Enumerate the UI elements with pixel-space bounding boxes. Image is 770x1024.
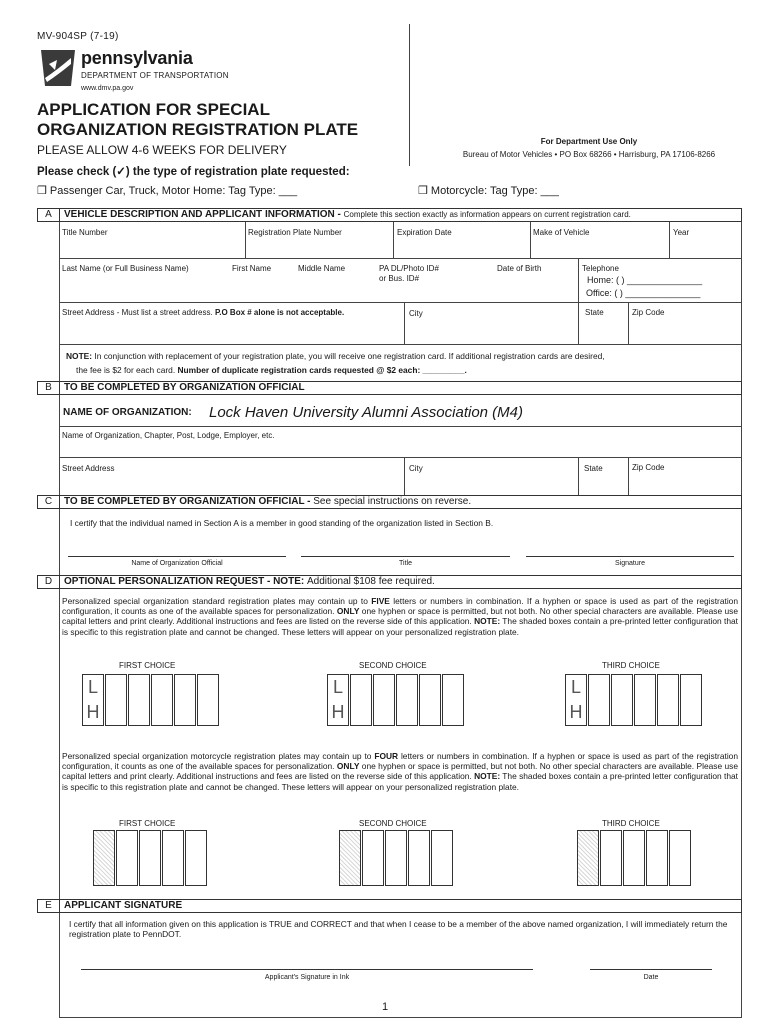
logo-dept: DEPARTMENT OF TRANSPORTATION: [81, 71, 229, 80]
org-zip-field[interactable]: Zip Code: [632, 463, 665, 472]
section-a-note-line2: [76, 365, 736, 375]
section-letter: C: [38, 496, 60, 508]
prefix-letter: H: [331, 702, 345, 722]
official-signature-label: Signature: [615, 560, 645, 567]
std-third-choice-boxes[interactable]: [565, 674, 703, 726]
moto-third-choice-boxes[interactable]: [577, 830, 692, 886]
state-field[interactable]: State: [585, 308, 604, 317]
street-address-field[interactable]: [62, 308, 344, 318]
motorcycle-option-checkbox[interactable]: ❒ Motorcycle: Tag Type: ___: [418, 185, 559, 197]
prefix-letter: L: [87, 677, 98, 697]
char-box[interactable]: [116, 830, 138, 886]
prefix-letter: H: [569, 702, 583, 722]
org-state-field[interactable]: State: [584, 464, 603, 473]
section-a-title: VEHICLE DESCRIPTION AND APPLICANT INFORMATION -: [64, 209, 344, 220]
zip-field[interactable]: Zip Code: [632, 308, 665, 317]
street-label-bold: P.O Box # alone is not acceptable.: [214, 308, 345, 317]
prefix-letter: L: [332, 677, 343, 697]
char-box[interactable]: [623, 830, 645, 886]
middle-name-field[interactable]: Middle Name: [298, 264, 346, 273]
bus-id-label: or Bus. ID#: [379, 274, 420, 283]
section-a-subtitle: Complete this section exactly as information appears on current registration card.: [343, 210, 631, 219]
note-fee: the fee is $2 for each card.: [76, 365, 178, 375]
std-second-choice-label: SECOND CHOICE: [359, 661, 427, 670]
char-box[interactable]: [362, 830, 384, 886]
section-e-title: APPLICANT SIGNATURE: [64, 900, 183, 911]
section-e-certify: I certify that all information given on this application is TRUE and CORRECT and that when I cease to be a member of the above named organization, I will immediately return the registration plate to PennDOT.: [69, 919, 728, 940]
last-name-field[interactable]: Last Name (or Full Business Name): [62, 264, 189, 273]
note-label: NOTE:: [66, 351, 93, 361]
prefix-box: [82, 674, 104, 726]
prefix-letter: H: [86, 702, 100, 722]
moto-first-choice-boxes[interactable]: [93, 830, 208, 886]
section-d-header: [37, 575, 742, 589]
section-a-note: [66, 351, 736, 361]
char-box[interactable]: [396, 674, 418, 726]
plate-number-field[interactable]: Registration Plate Number: [248, 228, 342, 237]
delivery-notice: PLEASE ALLOW 4-6 WEEKS FOR DELIVERY: [37, 143, 287, 157]
section-b-header: [37, 381, 742, 395]
prefix-letter: L: [570, 677, 581, 697]
section-a-header: [37, 208, 742, 222]
char-box[interactable]: [139, 830, 161, 886]
std-first-choice-boxes[interactable]: [82, 674, 220, 726]
page-number: 1: [370, 1001, 400, 1013]
char-box[interactable]: [185, 830, 207, 886]
section-d-title: OPTIONAL PERSONALIZATION REQUEST - NOTE:: [64, 576, 307, 587]
org-name-label: NAME OF ORGANIZATION:: [63, 407, 192, 418]
moto-second-choice-boxes[interactable]: [339, 830, 454, 886]
make-of-vehicle-field[interactable]: Make of Vehicle: [533, 228, 590, 237]
section-b-title: TO BE COMPLETED BY ORGANIZATION OFFICIAL: [64, 382, 305, 393]
char-box[interactable]: [174, 674, 196, 726]
char-box[interactable]: [431, 830, 453, 886]
applicant-date-line[interactable]: [590, 969, 712, 970]
moto-first-choice-label: FIRST CHOICE: [119, 819, 176, 828]
section-e-header: [37, 899, 742, 913]
char-box[interactable]: [442, 674, 464, 726]
shaded-box: [577, 830, 599, 886]
title-number-field[interactable]: Title Number: [62, 228, 108, 237]
char-box[interactable]: [408, 830, 430, 886]
char-box[interactable]: [162, 830, 184, 886]
form-title-line2: ORGANIZATION REGISTRATION PLATE: [37, 120, 359, 139]
char-box[interactable]: [385, 830, 407, 886]
office-phone-field[interactable]: Office: ( ) _______________: [586, 288, 701, 298]
char-box[interactable]: [105, 674, 127, 726]
official-title-label: Title: [399, 560, 412, 567]
char-box[interactable]: [419, 674, 441, 726]
pa-dl-field[interactable]: PA DL/Photo ID#: [379, 264, 439, 273]
org-city-field[interactable]: City: [409, 464, 423, 473]
prefix-box: [565, 674, 587, 726]
telephone-label: Telephone: [582, 264, 619, 273]
char-box[interactable]: [669, 830, 691, 886]
first-name-field[interactable]: First Name: [232, 264, 272, 273]
dob-field[interactable]: Date of Birth: [497, 264, 542, 273]
form-bottom-border: [59, 1017, 742, 1018]
official-name-label: Name of Organization Official: [131, 560, 223, 567]
shaded-box: [339, 830, 361, 886]
section-c-header: [37, 495, 742, 509]
official-signature-line[interactable]: [526, 556, 734, 557]
applicant-signature-line[interactable]: [81, 969, 533, 970]
section-c-title: TO BE COMPLETED BY ORGANIZATION OFFICIAL -: [64, 496, 314, 507]
prefix-box: [327, 674, 349, 726]
section-d-standard-paragraph: Personalized special organization standard registration plates may contain up to FIVE letters or numbers in combination. If a hyphen or space is used as part of the registration configuration, it counts as one of the available spaces for personalization. ONLY one hyphen or space is permitted, but not both. No other special characters are available. Please use capital letters and print clearly. Additional instructions and fees are listed on the reverse side of this application. NOTE: The shaded boxes contain a pre-printed letter configuration that is specific to this registration plate and cannot be changed. These letters will appear on your personalized registration plate.: [62, 596, 739, 637]
section-d-motorcycle-paragraph: Personalized special organization motorcycle registration plates may contain up to FOUR letters or numbers in combination. If a hyphen or space is used as part of the registration configuration, it counts as one of the available spaces for personalization. ONLY one hyphen or space is permitted, but not both. No other special characters are available. Please use capital letters and print clearly. Additional instructions and fees are listed on the reverse side of this application. NOTE: The shaded boxes contain a pre-printed letter configuration that is specific to this registration plate and cannot be changed. These letters will appear on your personalized registration plate.: [62, 751, 739, 792]
char-box[interactable]: [600, 830, 622, 886]
passenger-option-checkbox[interactable]: ❒ Passenger Car, Truck, Motor Home: Tag Type: ___: [37, 185, 298, 197]
section-d-subtitle: Additional $108 fee required.: [306, 576, 435, 587]
char-box[interactable]: [657, 674, 679, 726]
shaded-box: [93, 830, 115, 886]
form-right-border: [741, 208, 742, 1018]
char-box[interactable]: [588, 674, 610, 726]
char-box[interactable]: [646, 830, 668, 886]
applicant-date-label: Date: [643, 974, 659, 981]
city-field[interactable]: City: [409, 309, 423, 318]
org-name-sublabel: Name of Organization, Chapter, Post, Lodge, Employer, etc.: [62, 431, 275, 440]
char-box[interactable]: [373, 674, 395, 726]
plate-type-prompt: Please check (✓) the type of registration plate requested:: [37, 166, 350, 178]
moto-third-choice-label: THIRD CHOICE: [602, 819, 660, 828]
official-name-line[interactable]: [68, 556, 286, 557]
section-letter: E: [38, 900, 60, 912]
char-box[interactable]: [350, 674, 372, 726]
dept-use-address: Bureau of Motor Vehicles • PO Box 68266 • Harrisburg, PA 17106-8266: [462, 150, 716, 159]
applicant-signature-label: Applicant's Signature in Ink: [264, 974, 350, 981]
char-box[interactable]: [611, 674, 633, 726]
org-name-value[interactable]: Lock Haven University Alumni Association (M4): [209, 404, 523, 421]
std-third-choice-label: THIRD CHOICE: [602, 661, 660, 670]
note-text: In conjunction with replacement of your registration plate, you will receive one registration card. If additional registration cards are desired,: [92, 351, 605, 361]
std-second-choice-boxes[interactable]: [327, 674, 465, 726]
duplicate-cards-field[interactable]: Number of duplicate registration cards requested @ $2 each: _________.: [177, 365, 467, 375]
form-title-line1: APPLICATION FOR SPECIAL: [37, 100, 270, 119]
char-box[interactable]: [197, 674, 219, 726]
home-phone-field[interactable]: Home: ( ) _______________: [587, 275, 703, 285]
char-box[interactable]: [680, 674, 702, 726]
char-box[interactable]: [634, 674, 656, 726]
street-label: Street Address - Must list a street address.: [62, 308, 215, 317]
std-first-choice-label: FIRST CHOICE: [119, 661, 176, 670]
official-title-line[interactable]: [301, 556, 510, 557]
section-c-certify: I certify that the individual named in Section A is a member in good standing of the organization listed in Section B.: [70, 518, 494, 528]
section-letter: A: [38, 209, 60, 221]
year-field[interactable]: Year: [673, 228, 690, 237]
moto-second-choice-label: SECOND CHOICE: [359, 819, 427, 828]
pennsylvania-keystone-logo-icon: [37, 48, 79, 88]
logo-url: www.dmv.pa.gov: [81, 85, 134, 92]
char-box[interactable]: [151, 674, 173, 726]
section-c-subtitle: See special instructions on reverse.: [313, 496, 472, 507]
dept-use-label: For Department Use Only: [540, 137, 638, 146]
logo-name: pennsylvania: [81, 48, 193, 68]
section-letter: D: [38, 576, 60, 588]
org-street-field[interactable]: Street Address: [62, 464, 115, 473]
char-box[interactable]: [128, 674, 150, 726]
section-letter: B: [38, 382, 60, 394]
expiration-date-field[interactable]: Expiration Date: [397, 228, 452, 237]
form-id: MV-904SP (7-19): [37, 31, 119, 42]
